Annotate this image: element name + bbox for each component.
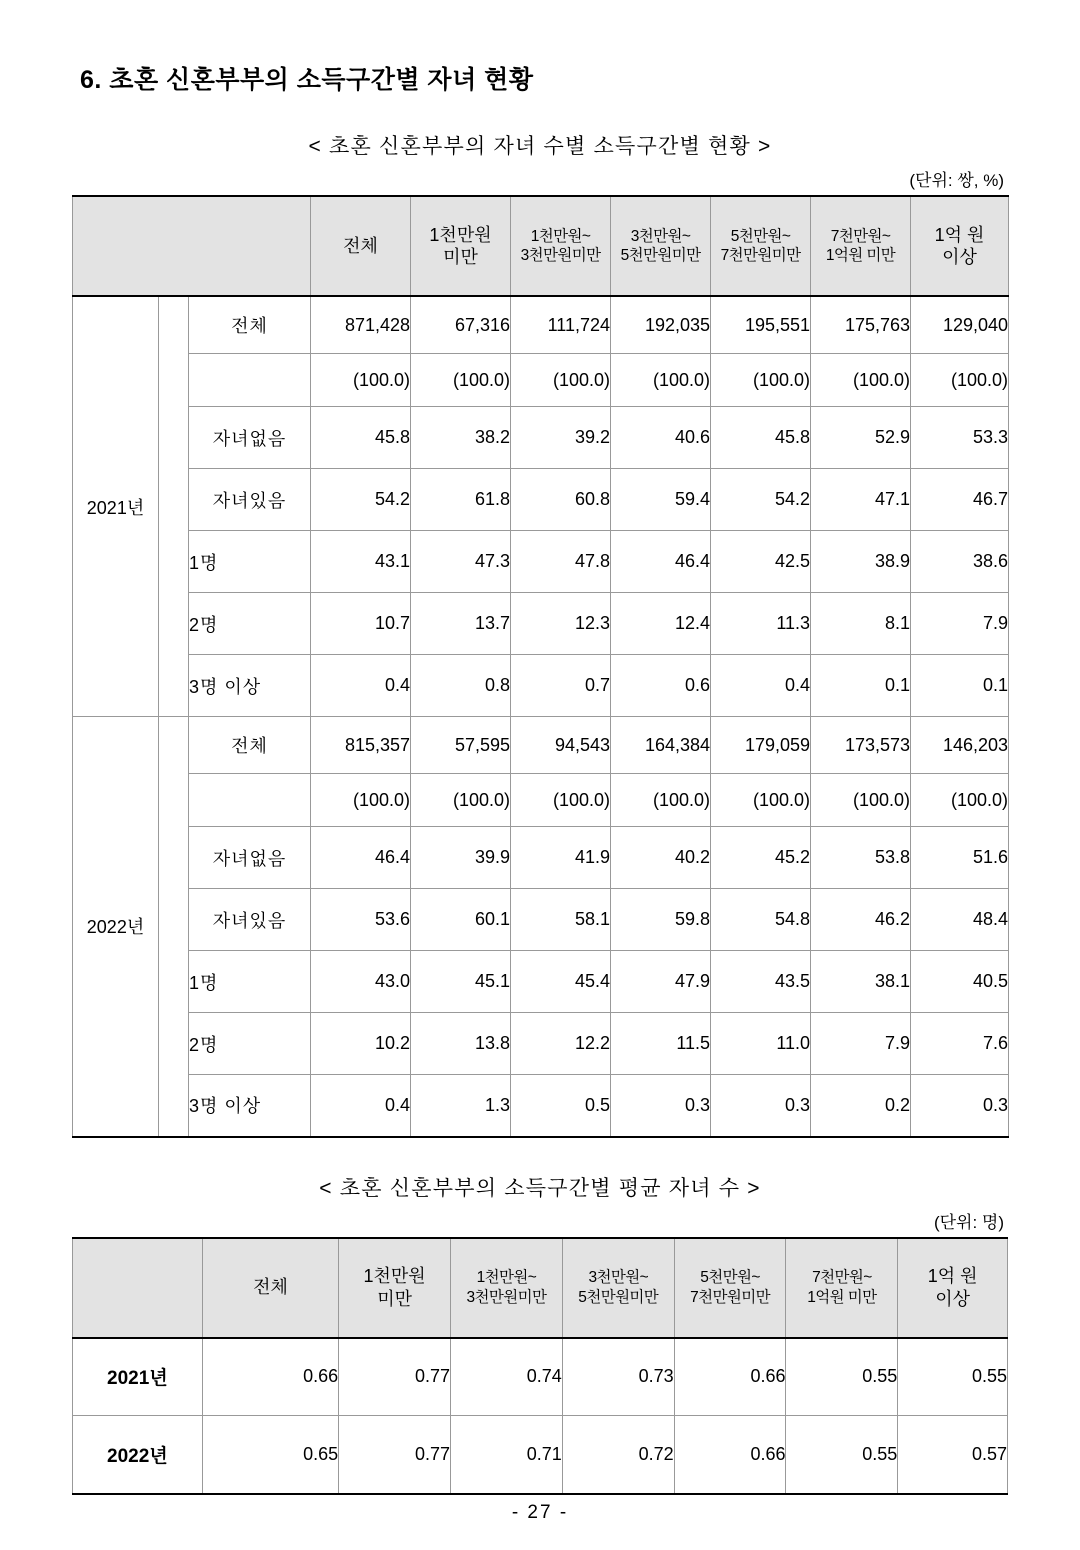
cell: 11.0 — [711, 1013, 811, 1075]
table-row — [73, 951, 1009, 1013]
row-label-has-children-2022: 자녀있음 — [189, 889, 311, 951]
cell: 57,595 — [411, 717, 511, 774]
cell: 0.1 — [911, 655, 1009, 717]
row-label-no-children-2021: 자녀없음 — [189, 407, 311, 469]
cell: 59.4 — [611, 469, 711, 531]
cell: 47.3 — [411, 531, 511, 593]
cell: 1.3 — [411, 1075, 511, 1137]
table2-col-4 — [674, 1238, 786, 1338]
cell: (100.0) — [811, 774, 911, 827]
table-row — [73, 354, 1009, 407]
cell: 0.2 — [811, 1075, 911, 1137]
cell: 173,573 — [811, 717, 911, 774]
cell: 192,035 — [611, 296, 711, 354]
cell: 52.9 — [811, 407, 911, 469]
table2-col-2-line2: 3천만원미만 — [466, 1288, 547, 1306]
table2-col-3 — [562, 1238, 674, 1338]
cell: 41.9 — [511, 827, 611, 889]
cell: 43.1 — [311, 531, 411, 593]
table-row — [73, 296, 1009, 354]
cell: 0.72 — [562, 1416, 674, 1494]
row-label-year-2021: 2021년 — [73, 1338, 203, 1416]
cell: 60.1 — [411, 889, 511, 951]
cell: 53.8 — [811, 827, 911, 889]
cell: 0.1 — [811, 655, 911, 717]
row-label-total-pct-2022 — [189, 774, 311, 827]
cell: 0.55 — [898, 1338, 1008, 1416]
cell: 8.1 — [811, 593, 911, 655]
table2-col-4-line1: 5천만원~ — [700, 1269, 760, 1287]
table1-spacer-col-2022 — [159, 717, 189, 1137]
cell: (100.0) — [311, 354, 411, 407]
cell: 0.66 — [674, 1338, 786, 1416]
cell: 815,357 — [311, 717, 411, 774]
table2-unit-note: (단위: 명) — [933, 1212, 1004, 1232]
table-row — [73, 655, 1009, 717]
cell: 51.6 — [911, 827, 1009, 889]
cell: 43.5 — [711, 951, 811, 1013]
cell: 38.2 — [411, 407, 511, 469]
cell: 179,059 — [711, 717, 811, 774]
table1-col-4-line2: 7천만원미만 — [720, 247, 801, 264]
cell: 43.0 — [311, 951, 411, 1013]
cell: 0.74 — [451, 1338, 563, 1416]
cell: 10.2 — [311, 1013, 411, 1075]
cell: 129,040 — [911, 296, 1009, 354]
cell: 46.4 — [611, 531, 711, 593]
cell: 46.7 — [911, 469, 1009, 531]
row-label-two-children-2022: 2명 — [189, 1013, 311, 1075]
page-title: 6. 초혼 신혼부부의 소득구간별 자녀 현황 — [80, 66, 534, 94]
table2-col-3-line2: 5천만원미만 — [578, 1288, 659, 1306]
cell: 0.77 — [339, 1416, 451, 1494]
table2-col-6 — [898, 1238, 1008, 1338]
table1-col-4 — [711, 196, 811, 296]
table1-col-1-line2: 미만 — [443, 247, 478, 267]
cell: 59.8 — [611, 889, 711, 951]
cell: 47.1 — [811, 469, 911, 531]
row-group-year-2022: 2022년 — [73, 717, 159, 1137]
cell: (100.0) — [911, 354, 1009, 407]
cell: 0.4 — [311, 1075, 411, 1137]
table1-col-3 — [611, 196, 711, 296]
cell: 7.9 — [811, 1013, 911, 1075]
table2-col-5-line2: 1억원 미만 — [807, 1288, 877, 1306]
table-row — [73, 1416, 1008, 1494]
row-label-two-children-2021: 2명 — [189, 593, 311, 655]
table1-col-2 — [511, 196, 611, 296]
cell: 46.2 — [811, 889, 911, 951]
table1-spacer-col-2021 — [159, 296, 189, 717]
table2-col-4-line2: 7천만원미만 — [690, 1288, 771, 1306]
cell: (100.0) — [911, 774, 1009, 827]
cell: 53.3 — [911, 407, 1009, 469]
cell: 12.4 — [611, 593, 711, 655]
cell: 40.5 — [911, 951, 1009, 1013]
cell: 54.2 — [711, 469, 811, 531]
cell: 61.8 — [411, 469, 511, 531]
table1-col-0-line1: 전체 — [343, 235, 378, 256]
cell: 45.4 — [511, 951, 611, 1013]
table-row — [73, 469, 1009, 531]
row-label-one-child-2022: 1명 — [189, 951, 311, 1013]
table-row — [73, 593, 1009, 655]
row-group-year-2021: 2021년 — [73, 296, 159, 717]
row-label-has-children-2021: 자녀있음 — [189, 469, 311, 531]
cell: 40.2 — [611, 827, 711, 889]
table2-col-3-line1: 3천만원~ — [588, 1269, 649, 1287]
cell: 0.7 — [511, 655, 611, 717]
cell: 7.9 — [911, 593, 1009, 655]
table2-col-2 — [451, 1238, 563, 1338]
table1-col-4-line1: 5천만원~ — [730, 227, 791, 245]
cell: 10.7 — [311, 593, 411, 655]
row-label-total-2022: 전체 — [189, 717, 311, 774]
row-label-three-or-more-2022: 3명 이상 — [189, 1075, 311, 1137]
row-label-total-pct-2021 — [189, 354, 311, 407]
table1-col-5-line2: 1억원 미만 — [825, 247, 896, 264]
table1-unit-note: (단위: 쌍, %) — [909, 171, 1004, 190]
cell: 47.9 — [611, 951, 711, 1013]
cell: 53.6 — [311, 889, 411, 951]
table2-col-6-line2: 이상 — [935, 1288, 971, 1309]
cell: 46.4 — [311, 827, 411, 889]
table-row — [73, 1338, 1008, 1416]
table-row — [73, 531, 1009, 593]
cell: 45.8 — [311, 407, 411, 469]
row-label-total-2021: 전체 — [189, 296, 311, 354]
cell: 54.2 — [311, 469, 411, 531]
cell: 111,724 — [511, 296, 611, 354]
table1-col-5 — [811, 196, 911, 296]
cell: 45.1 — [411, 951, 511, 1013]
cell: 12.3 — [511, 593, 611, 655]
cell: 0.77 — [339, 1338, 451, 1416]
table2-header-row — [73, 1238, 1008, 1338]
cell: 38.9 — [811, 531, 911, 593]
avg-children-by-income-table — [72, 1237, 1008, 1495]
cell: 42.5 — [711, 531, 811, 593]
cell: 0.55 — [786, 1416, 898, 1494]
page-number: - 27 - — [511, 1502, 569, 1523]
table1-col-3-line1: 3천만원~ — [630, 227, 691, 245]
cell: (100.0) — [511, 774, 611, 827]
cell: 45.8 — [711, 407, 811, 469]
row-label-year-2022: 2022년 — [73, 1416, 203, 1494]
cell: (100.0) — [611, 774, 711, 827]
table2-header-blank — [73, 1238, 203, 1338]
table2-col-1 — [339, 1238, 451, 1338]
cell: 0.55 — [786, 1338, 898, 1416]
cell: 0.5 — [511, 1075, 611, 1137]
table1-col-3-line2: 5천만원미만 — [620, 247, 701, 264]
cell: (100.0) — [311, 774, 411, 827]
cell: 0.3 — [611, 1075, 711, 1137]
cell: (100.0) — [411, 774, 511, 827]
cell: 0.73 — [562, 1338, 674, 1416]
cell: 0.3 — [911, 1075, 1009, 1137]
row-label-no-children-2022: 자녀없음 — [189, 827, 311, 889]
cell: 0.4 — [711, 655, 811, 717]
table1-col-2-line2: 3천만원미만 — [520, 247, 601, 264]
cell: 146,203 — [911, 717, 1009, 774]
cell: 0.66 — [674, 1416, 786, 1494]
table-row — [73, 407, 1009, 469]
table-row — [73, 1075, 1009, 1137]
table2-caption: < 초혼 신혼부부의 소득구간별 평균 자녀 수 > — [319, 1176, 761, 1200]
cell: 48.4 — [911, 889, 1009, 951]
cell: 40.6 — [611, 407, 711, 469]
cell: 195,551 — [711, 296, 811, 354]
cell: 67,316 — [411, 296, 511, 354]
table-row — [73, 1013, 1009, 1075]
cell: 0.8 — [411, 655, 511, 717]
children-by-income-table — [72, 195, 1009, 1138]
table1-col-6-line1: 1억 원 — [934, 224, 985, 245]
table-row — [73, 889, 1009, 951]
table1-header-blank — [73, 196, 311, 296]
table1-col-1-line1: 1천만원 — [429, 224, 492, 245]
cell: 0.71 — [451, 1416, 563, 1494]
cell: 871,428 — [311, 296, 411, 354]
row-label-three-or-more-2021: 3명 이상 — [189, 655, 311, 717]
cell: 11.3 — [711, 593, 811, 655]
table-row — [73, 827, 1009, 889]
table1-col-6-line2: 이상 — [942, 247, 977, 267]
table1-col-6 — [911, 196, 1009, 296]
cell: 54.8 — [711, 889, 811, 951]
table1-col-5-line1: 7천만원~ — [830, 227, 891, 245]
cell: 12.2 — [511, 1013, 611, 1075]
cell: 7.6 — [911, 1013, 1009, 1075]
cell: (100.0) — [811, 354, 911, 407]
cell: 60.8 — [511, 469, 611, 531]
cell: (100.0) — [711, 354, 811, 407]
cell: (100.0) — [611, 354, 711, 407]
table2-col-5 — [786, 1238, 898, 1338]
table1-col-0 — [311, 196, 411, 296]
table2-col-1-line1: 1천만원 — [363, 1266, 426, 1286]
cell: 39.2 — [511, 407, 611, 469]
table1-col-2-line1: 1천만원~ — [530, 227, 591, 245]
cell: 13.8 — [411, 1013, 511, 1075]
cell: 0.4 — [311, 655, 411, 717]
table2-col-1-line2: 미만 — [377, 1288, 412, 1309]
cell: 38.1 — [811, 951, 911, 1013]
table1-caption: < 초혼 신혼부부의 자녀 수별 소득구간별 현황 > — [308, 135, 772, 158]
row-label-one-child-2021: 1명 — [189, 531, 311, 593]
table-row — [73, 717, 1009, 774]
cell: 39.9 — [411, 827, 511, 889]
cell: (100.0) — [411, 354, 511, 407]
cell: 94,543 — [511, 717, 611, 774]
cell: 175,763 — [811, 296, 911, 354]
table-row — [73, 774, 1009, 827]
table2-col-0 — [202, 1238, 338, 1338]
cell: 0.3 — [711, 1075, 811, 1137]
cell: (100.0) — [511, 354, 611, 407]
cell: 11.5 — [611, 1013, 711, 1075]
table2-col-5-line1: 7천만원~ — [812, 1269, 872, 1287]
cell: 0.66 — [202, 1338, 338, 1416]
table2-col-0-line1: 전체 — [253, 1277, 288, 1298]
cell: 0.65 — [202, 1416, 338, 1494]
cell: 0.57 — [898, 1416, 1008, 1494]
cell: (100.0) — [711, 774, 811, 827]
cell: 47.8 — [511, 531, 611, 593]
table1-col-1 — [411, 196, 511, 296]
cell: 164,384 — [611, 717, 711, 774]
cell: 0.6 — [611, 655, 711, 717]
cell: 13.7 — [411, 593, 511, 655]
table2-col-6-line1: 1억 원 — [927, 1266, 978, 1286]
table1-header-row — [73, 196, 1009, 296]
cell: 58.1 — [511, 889, 611, 951]
cell: 38.6 — [911, 531, 1009, 593]
table2-col-2-line1: 1천만원~ — [476, 1269, 537, 1287]
cell: 45.2 — [711, 827, 811, 889]
